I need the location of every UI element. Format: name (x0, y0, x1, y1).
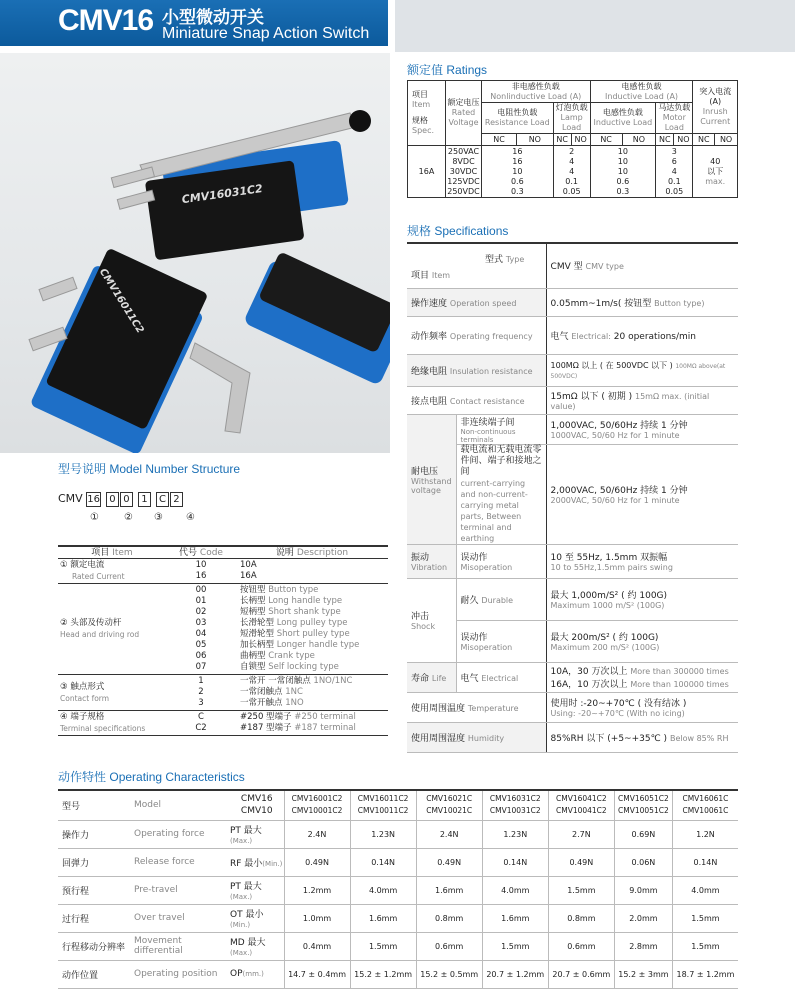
op-value: 20.7 ± 1.2mm (482, 960, 548, 988)
model-code: 06 (195, 651, 207, 661)
switch-illustration (0, 53, 390, 453)
op-value: 9.0mm (614, 876, 672, 904)
op-row-label-en: Release force (130, 848, 230, 876)
op-value: 2.7N (548, 820, 614, 848)
page-header (0, 0, 388, 46)
op-row (58, 848, 738, 876)
op-value: 1.5mm (672, 904, 738, 932)
model-code: 10 (195, 560, 207, 570)
op-row-symbol: PT 最大(Max.) (230, 820, 284, 848)
op-model-label: 型号 (58, 790, 130, 820)
op-value: 15.2 ± 0.5mm (416, 960, 482, 988)
model-structure-table: 项目 Item 代号 Code 说明 Description ① 额定电流 Rated Current 10 16 10A 16A ② 头部及传动杆 Head and driving rod 00 01 02 03 04 05 06 07 按钮型 Button type 长柄型 Long handle type 短柄型 Short shank type 长滑轮型 Long pulley type 短滑轮型 Short pulley type 加长柄型 Longer handle type 曲柄型 Crank type 自锁型 Self locking type ③ 触点形式 Contact form 1 2 3 一常开 一常闭触点 1NO/1NC 一常闭触点 1NC 一常开触点 1NO ④ 端子规格 Terminal specifications C C2 #250 型端子 #250 terminal #187 型端子 #187 terminal (58, 545, 388, 736)
op-value: 1.23N (350, 820, 416, 848)
op-value: 0.6mm (548, 932, 614, 960)
op-row-symbol: RF 最小(Min.) (230, 848, 284, 876)
model-code: 04 (195, 629, 207, 639)
op-model-col: CMV16021C CMV10021C (416, 790, 482, 820)
model-desc: 一常闭触点 1NC (240, 687, 303, 697)
op-value: 1.2mm (284, 876, 350, 904)
op-value: 1.23N (482, 820, 548, 848)
model-desc: 长柄型 Long handle type (240, 596, 343, 606)
product-code: CMV16 (58, 4, 154, 37)
ratings-table: 项目 Item 规格 Spec. 额定电压 Rated Voltage 非电感性负载 Nonlinductive Load (A) 电感性负载 Inductive Load (A) 突入电流 (A) Inrush Current 电阻性负载Resistance Load 灯泡负载 Lamp Load 电感性负载Inductive Load 马达负载 Motor Load NC NO NC NO NC NO NC NO NC NO 16A 250VAC 8VDC 30VDC 125VDC 250VDC 16 16 10 0.6 0.3 2 4 4 0.1 0.05 10 10 10 0.6 0.3 3 6 4 0.1 0.05 40 以下 max. (407, 80, 738, 198)
model-code: 05 (195, 640, 207, 650)
op-value: 0.69N (614, 820, 672, 848)
op-value: 1.5mm (482, 932, 548, 960)
model-code-box: 16 (87, 494, 100, 505)
model-code: 3 (198, 698, 204, 708)
op-value: 14.7 ± 0.4mm (284, 960, 350, 988)
op-char-table (58, 789, 738, 989)
op-row-label-en: Pre-travel (130, 876, 230, 904)
product-photo (0, 53, 390, 453)
header-gray-panel (395, 0, 795, 52)
op-value: 15.2 ± 1.2mm (350, 960, 416, 988)
op-value: 1.6mm (482, 904, 548, 932)
op-row (58, 904, 738, 932)
op-value: 1.5mm (548, 876, 614, 904)
op-value: 0.8mm (416, 904, 482, 932)
op-value: 2.4N (284, 820, 350, 848)
op-value: 0.06N (614, 848, 672, 876)
op-row (58, 932, 738, 960)
model-code: C2 (195, 723, 207, 733)
op-row-label-en: Operating force (130, 820, 230, 848)
op-value: 0.8mm (548, 904, 614, 932)
op-value: 1.5mm (350, 932, 416, 960)
op-series: CMV16 CMV10 (230, 790, 284, 820)
model-structure-row (58, 559, 388, 584)
model-item-cn: ④ 端子规格 (60, 712, 105, 722)
op-model-col: CMV16011C2 CMV10011C2 (350, 790, 416, 820)
model-desc: 自锁型 Self locking type (240, 662, 339, 672)
model-desc: 10A (240, 560, 257, 570)
op-row-label-en: Over travel (130, 904, 230, 932)
model-code-diagram: CMV 16 0 0 1 C 2 (58, 492, 184, 507)
op-row-label-en: Movement differential (130, 932, 230, 960)
op-row-symbol: MD 最大(Max.) (230, 932, 284, 960)
op-value: 1.2N (672, 820, 738, 848)
op-value: 2.0mm (614, 904, 672, 932)
ratings-col-r-motor: 3 6 4 0.1 0.05 (656, 146, 693, 198)
model-structure-row (58, 711, 388, 736)
op-row-label-cn: 预行程 (58, 876, 130, 904)
model-code-box: C (156, 492, 169, 507)
model-desc: #250 型端子 #250 terminal (240, 712, 356, 722)
model-desc: 短柄型 Short shank type (240, 607, 341, 617)
op-model-col: CMV16001C2 CMV10001C2 (284, 790, 350, 820)
model-item-cn: ② 头部及传动杆 (60, 618, 122, 628)
op-value: 0.6mm (416, 932, 482, 960)
op-model-col: CMV16041C2 CMV10041C2 (548, 790, 614, 820)
op-model-col: CMV16061C CMV10061C (672, 790, 738, 820)
op-value: 1.6mm (416, 876, 482, 904)
op-value: 4.0mm (672, 876, 738, 904)
svg-text:CMV16011C2: CMV16011C2 (96, 266, 146, 336)
switch-front-icon (29, 248, 250, 453)
model-code-box: 0 (120, 492, 133, 507)
model-code: 07 (195, 662, 207, 672)
op-row-label-cn: 行程移动分辨率 (58, 932, 130, 960)
op-value: 0.49N (416, 848, 482, 876)
op-row-label-en: Operating position (130, 960, 230, 988)
model-desc: #187 型端子 #187 terminal (240, 723, 356, 733)
model-desc: 一常开触点 1NO (240, 698, 304, 708)
op-value: 1.5mm (672, 932, 738, 960)
model-code-box: 2 (170, 492, 183, 507)
op-row (58, 876, 738, 904)
model-code: 16 (195, 571, 207, 581)
model-desc: 曲柄型 Crank type (240, 651, 315, 661)
op-value: 0.14N (482, 848, 548, 876)
op-row-symbol: PT 最大(Max.) (230, 876, 284, 904)
op-model-label-en: Model (130, 790, 230, 820)
model-code-box: 0 (106, 492, 119, 507)
op-value: 0.49N (548, 848, 614, 876)
op-row-symbol: OT 最小(Min.) (230, 904, 284, 932)
title-cn: 小型微动开关 (162, 8, 264, 28)
op-value: 0.49N (284, 848, 350, 876)
op-model-col: CMV16031C2 CMV10031C2 (482, 790, 548, 820)
op-value: 4.0mm (482, 876, 548, 904)
model-code-box: 1 (138, 492, 151, 507)
op-value: 20.7 ± 0.6mm (548, 960, 614, 988)
model-item-en: Head and driving rod (60, 630, 140, 639)
op-value: 2.4N (416, 820, 482, 848)
model-item-en: Terminal specifications (60, 724, 146, 733)
ratings-title: 额定值 Ratings (407, 63, 488, 77)
op-row-label-cn: 过行程 (58, 904, 130, 932)
op-row (58, 820, 738, 848)
op-value: 15.2 ± 3mm (614, 960, 672, 988)
model-desc: 按钮型 Button type (240, 585, 319, 595)
model-code: 03 (195, 618, 207, 628)
op-row-label-cn: 操作力 (58, 820, 130, 848)
op-value: 2.8mm (614, 932, 672, 960)
model-item-cn: ③ 触点形式 (60, 681, 105, 692)
specs-table: 型式 Type 项目 Item CMV 型 CMV type 操作速度 Operation speed 0.05mm~1m/s( 按钮型 Button type) 动作频率 Operating frequency 电气 Electrical: 20 operations/min 绝缘电阻 Insulation resistance 100MΩ 以上 ( 在 500VDC 以下 ) 100MΩ above(at 500VDC) 接点电阻 Contact resistance 15mΩ 以下 ( 初期 ) 15mΩ max. (initial value) 耐电压 Withstand voltage 非连续端子间 Non-continuous terminals 1,000VAC, 50/60Hz 持续 1 分钟 1000VAC, 50/60 Hz for 1 minute 载电流和无载电流零件间、端子和接地之间 current-carrying and non-current-carrying metal parts, Between terminal and earthing 2,000VAC, 50/60Hz 持续 1 分钟 2000VAC, 50/60 Hz for 1 minute 振动 Vibration 误动作 Misoperation 10 至 55Hz, 1.5mm 双振幅 10 to 55Hz,1.5mm pairs swing 冲击 Shock 耐久 Durable 最大 1,000m/S² ( 约 100G) Maximum 1000 m/S² (100G) 误动作 Misoperation 最大 200m/S² ( 约 100G) Maximum 200 m/S² (100G) 寿命 Life 电气 Electrical 10A，30 万次以上 More than 300000 times 16A，10 万次以上 More than 100000 times 使用周围温度 Temperature 使用时 :-20~+70℃ ( 没有结冰 ) Using: -20~+70℃ (With no icing) 使用周围湿度 Humidity 85%RH 以下 (+5~+35℃ ) Below 85% RH (407, 242, 738, 753)
model-code: 1 (198, 676, 204, 686)
op-value: 1.0mm (284, 904, 350, 932)
ratings-col-r-volt: 250VAC 8VDC 30VDC 125VDC 250VDC (447, 146, 480, 196)
model-item-cn: ① 额定电流 (60, 560, 105, 570)
model-desc: 短滑轮型 Short pulley type (240, 629, 350, 639)
switch-right-icon (243, 251, 390, 386)
model-item-en: Rated Current (72, 572, 125, 581)
op-row (58, 960, 738, 988)
ratings-col-r-res: 16 16 10 0.6 0.3 (482, 146, 554, 198)
model-item-en: Contact form (60, 693, 110, 703)
ratings-col-r-lamp: 2 4 4 0.1 0.05 (553, 146, 590, 198)
model-desc: 加长柄型 Longer handle type (240, 640, 360, 650)
model-code: 02 (195, 607, 207, 617)
model-structure-title: 型号说明 Model Number Structure (58, 462, 241, 476)
op-model-col: CMV16051C2 CMV10051C2 (614, 790, 672, 820)
specs-title: 规格 Specifications (407, 224, 509, 238)
model-code: 00 (195, 585, 207, 595)
op-header-row (58, 790, 738, 820)
op-value: 0.14N (350, 848, 416, 876)
model-desc: 一常开 一常闭触点 1NO/1NC (240, 676, 353, 686)
op-char-title: 动作特性 Operating Characteristics (58, 770, 245, 784)
op-value: 0.4mm (284, 932, 350, 960)
svg-text:CMV16031C2: CMV16031C2 (180, 182, 264, 207)
op-row-symbol: OP(mm.) (230, 960, 284, 988)
model-structure-row (58, 675, 388, 711)
op-value: 0.14N (672, 848, 738, 876)
title-en: Miniature Snap Action Switch (162, 25, 370, 42)
op-row-label-cn: 动作位置 (58, 960, 130, 988)
model-desc: 16A (240, 571, 257, 581)
op-value: 18.7 ± 1.2mm (672, 960, 738, 988)
model-structure-row (58, 584, 388, 675)
model-code: 2 (198, 687, 204, 697)
switch-top-icon (111, 110, 371, 260)
model-code: C (198, 712, 204, 722)
op-value: 4.0mm (350, 876, 416, 904)
ratings-col-r-indl: 10 10 10 0.6 0.3 (590, 146, 656, 198)
model-desc: 长滑轮型 Long pulley type (240, 618, 348, 628)
op-value: 1.6mm (350, 904, 416, 932)
model-code: 01 (195, 596, 207, 606)
op-row-label-cn: 回弹力 (58, 848, 130, 876)
